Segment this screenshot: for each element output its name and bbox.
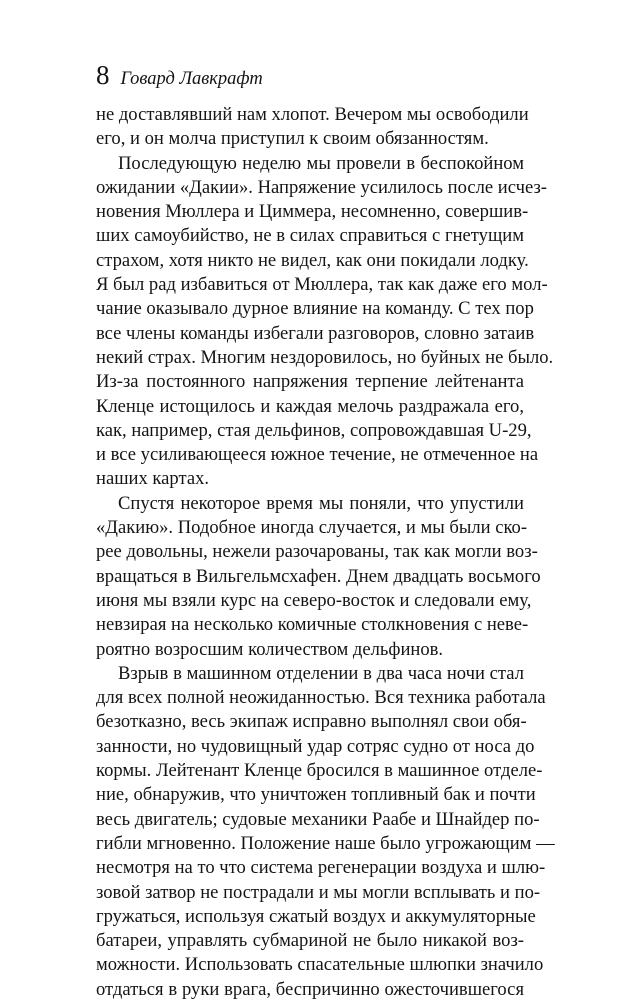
text-line: Взрыв в машинном отделении в два часа ночи стал	[118, 662, 524, 684]
text-line: ние, обнаружив, что уничтожен топливный бак и почти	[96, 784, 536, 806]
page-number: 8	[96, 60, 110, 90]
text-line: батареи, управлять субмариной не было никакой воз-	[96, 930, 524, 952]
text-line: гибли мгновенно. Положение наше было угрожающим —	[96, 832, 555, 854]
text-line: наших картах.	[96, 468, 210, 490]
body-text	[96, 103, 555, 1002]
text-line: ших самоубийство, не в силах справиться с гнетущим	[96, 225, 524, 247]
running-title: Говард Лавкрафт	[120, 69, 263, 89]
text-line: как, например, стая дельфинов, сопровождавшая U-29,	[96, 419, 532, 441]
text-line: зовой затвор не пострадали и мы могли всплывать и по-	[96, 881, 541, 903]
text-line: можности. Использовать спасательные шлюпки значило	[96, 954, 544, 976]
text-line: безотказно, весь экипаж исправно выполнял свои обя-	[96, 711, 527, 733]
running-head	[96, 58, 263, 92]
text-line: кормы. Лейтенант Кленце бросился в машинное отделе-	[96, 760, 543, 782]
text-line: Кленце истощилось и каждая мелочь раздражала его,	[96, 395, 524, 417]
text-line: невзирая на несколько комичные столкновения с неве-	[96, 614, 529, 636]
text-line: его, и он молча приступил к своим обязанностям.	[96, 128, 489, 150]
text-line: вращаться в Вильгельмсхафен. Днем двадцать восьмого	[96, 565, 541, 587]
text-line: занности, но чудовищный удар сотряс судно от носа до	[96, 735, 535, 757]
text-line: чание оказывало дурное влияние на команду. С тех пор	[96, 298, 534, 320]
text-line: для всех полной неожиданностью. Вся техника работала	[96, 687, 546, 709]
text-line: рее довольны, нежели разочарованы, так как могли воз-	[96, 541, 538, 563]
text-line: не доставлявший нам хлопот. Вечером мы освободили	[96, 104, 529, 125]
text-line: Спустя некоторое время мы поняли, что упустили	[118, 492, 524, 514]
text-line: все члены команды избегали разговоров, словно затаив	[96, 322, 535, 344]
text-line: роятно возросшим количеством дельфинов.	[96, 638, 444, 660]
text-line: новения Мюллера и Циммера, несомненно, совершив-	[96, 201, 529, 223]
text-line: весь двигатель; судовые механики Раабе и Шнайдер по-	[96, 808, 540, 830]
text-line: Я был рад избавиться от Мюллера, так как даже его мол-	[96, 274, 548, 296]
text-line: страхом, хотя никто не видел, как они покидали лодку.	[96, 249, 529, 271]
text-line: некий страх. Многим нездоровилось, но буйных не было.	[96, 346, 554, 368]
text-line: гружаться, используя сжатый воздух и аккумуляторные	[96, 905, 536, 927]
text-line: «Дакию». Подобное иногда случается, и мы были ско-	[96, 517, 528, 539]
text-line: Последующую неделю мы провели в беспокойном	[118, 152, 524, 174]
text-line: Из-за постоянного напряжения терпение лейтенанта	[96, 371, 524, 393]
text-line: отдаться в руки врага, беспричинно ожесточившегося	[96, 978, 524, 1000]
text-line: ожидании «Дакии». Напряжение усилилось после исчез-	[96, 176, 547, 198]
text-line: и все усиливающееся южное течение, не отмеченное на	[96, 444, 539, 466]
text-line: несмотря на то что система регенерации воздуха и шлю-	[96, 857, 546, 879]
text-line: июня мы взяли курс на северо-восток и следовали ему,	[96, 589, 532, 611]
